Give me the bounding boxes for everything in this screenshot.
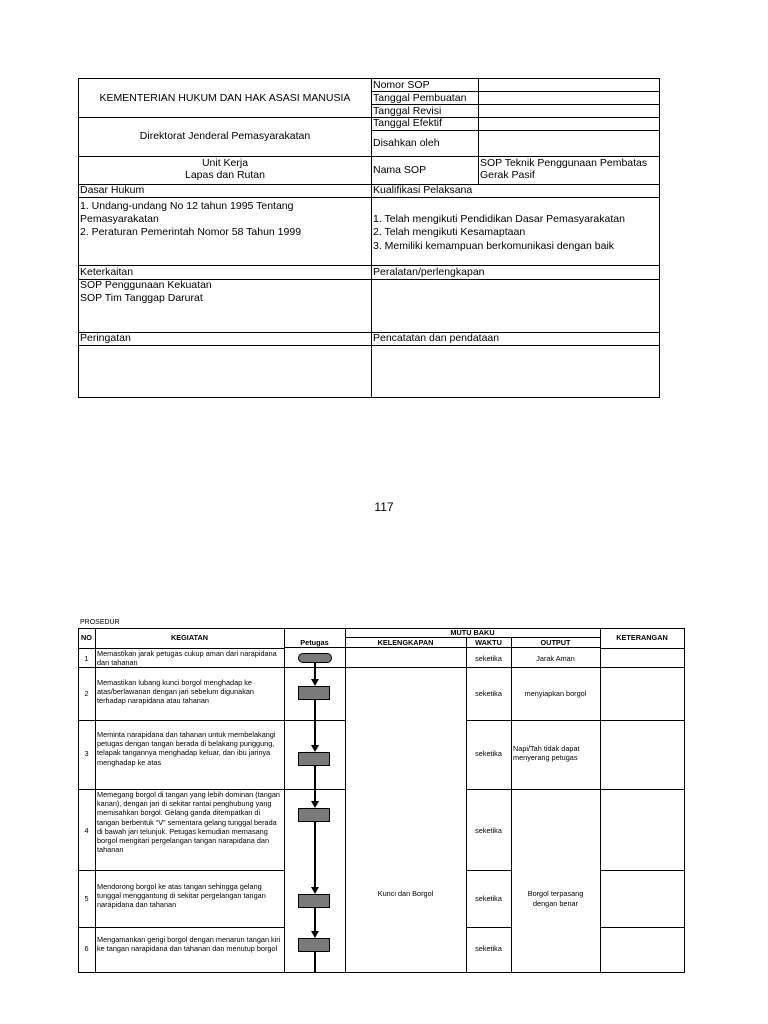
output-shared-1: Borgol terpasang (527, 889, 584, 898)
header-mutu-baku: MUTU BAKU (450, 628, 495, 637)
flow-connector (314, 822, 316, 887)
unit-kerja-value: Lapas dan Rutan (185, 169, 265, 181)
row-no: 3 (84, 749, 89, 758)
row-no: 2 (84, 689, 89, 698)
unit-kerja-label: Unit Kerja (201, 157, 249, 169)
flow-arrow (311, 801, 319, 808)
flow-connector (314, 700, 316, 745)
flow-connector (314, 663, 316, 679)
dasar-hukum-line3: 2. Peraturan Pemerintah Nomor 58 Tahun 1999 (80, 226, 302, 238)
peralatan-label: Peralatan/perlengkapan (373, 266, 485, 278)
row-no: 1 (84, 654, 89, 663)
nama-sop-value-1: SOP Teknik Penggunaan Pembatas (480, 157, 648, 169)
header-output: OUTPUT (540, 638, 571, 647)
flow-arrow (311, 679, 319, 686)
row-waktu: seketika (475, 689, 502, 698)
row-output: Jarak Aman (536, 654, 575, 663)
keterkaitan-line1: SOP Penggunaan Kekuatan (80, 279, 212, 291)
keterkaitan-line2: SOP Tim Tanggap Darurat (80, 292, 203, 304)
dasar-hukum-line2: Pemasyarakatan (80, 213, 159, 225)
row-waktu: seketika (475, 944, 502, 953)
row-output: Napi/Tah tidak dapat menyerang petugas (513, 744, 580, 763)
tanggal-pembuatan-label: Tanggal Pembuatan (373, 92, 467, 104)
tanggal-revisi-label: Tanggal Revisi (373, 105, 442, 117)
row-waktu: seketika (475, 894, 502, 903)
flow-connector (314, 766, 316, 801)
kualifikasi-line1: 1. Telah mengikuti Pendidikan Dasar Pemasyarakatan (373, 213, 625, 225)
header-kelengkapan: KELENGKAPAN (377, 638, 434, 647)
dasar-hukum-label: Dasar Hukum (80, 184, 145, 196)
row-waktu: seketika (475, 826, 502, 835)
flow-process-step (298, 752, 330, 766)
row-no: 4 (84, 826, 89, 835)
disahkan-oleh-label: Disahkan oleh (373, 137, 440, 149)
row-kegiatan: Meminta narapidana dan tahanan untuk membelakangi petugas dengan tangan berada di belakang punggung, telapak tangannya menghadap keluar, dan ibu jarinya menghadap ke atas (97, 730, 276, 767)
row-kegiatan: Memastikan jarak petugas cukup aman dari narapidana dan tahanan (97, 649, 277, 668)
header-no: NO (81, 633, 92, 642)
dasar-hukum-line1: 1. Undang-undang No 12 tahun 1995 Tentang (80, 200, 294, 212)
header-kegiatan: KEGIATAN (170, 633, 209, 642)
directorate-name: Direktorat Jenderal Pemasyarakatan (139, 130, 311, 142)
row-waktu: seketika (475, 749, 502, 758)
kualifikasi-label: Kualifikasi Pelaksana (373, 184, 473, 196)
row-kegiatan: Mendorong borgol ke atas tangan sehingga gelang tunggal menggantung di sekitar pergelangan tangan narapidana dan tahanan (97, 882, 266, 910)
header-keterangan: KETERANGAN (616, 633, 668, 642)
row-waktu: seketika (475, 654, 502, 663)
row-kegiatan: Memegang borgol di tangan yang lebih dominan (tangan kanan), dengan jari di sekitar rantai penghubung yang memisahkan borgol. Gelang ganda ditempatkan di tangan berbentuk “V” sementara gelang tunggal berada di bawah jari telunjuk. Petugas kemudian memasang borgol mengitari pergelangan tangan narapidana dan tahanan (97, 790, 280, 855)
row-kegiatan: Memastikan lubang kunci borgol menghadap ke atas/berlawanan dengan jari sebelum digunakan terhadap narapidana atau tahanan (97, 678, 254, 706)
kualifikasi-line3: 3. Memiliki kemampuan berkomunikasi dengan baik (373, 240, 615, 252)
peringatan-label: Peringatan (80, 332, 131, 344)
row-no: 6 (84, 944, 89, 953)
flow-process-step (298, 894, 330, 908)
tanggal-efektif-label: Tanggal Efektif (373, 117, 442, 129)
page-number: 117 (374, 500, 394, 514)
keterkaitan-label: Keterkaitan (80, 266, 134, 278)
kualifikasi-line2: 2. Telah mengikuti Kesamaptaan (373, 226, 526, 238)
nama-sop-label: Nama SOP (373, 164, 427, 176)
nama-sop-value-2: Gerak Pasif (480, 169, 535, 181)
flow-connector (314, 908, 316, 931)
header-petugas: Petugas (300, 638, 329, 647)
prosedur-title: PROSEDUR (80, 619, 120, 626)
header-waktu: WAKTU (475, 638, 502, 647)
nomor-sop-label: Nomor SOP (373, 79, 430, 91)
row-output: menyiapkan borgol (524, 689, 587, 698)
kelengkapan-shared: Kunci dan Borgol (377, 889, 434, 898)
pencatatan-label: Pencatatan dan pendataan (373, 332, 500, 344)
row-kegiatan: Mengamankan gerigi borgol dengan menarun tangan kiri ke tangan narapidana dan tahanan dan menutup borgol (97, 935, 281, 954)
flow-connector (314, 952, 316, 972)
flow-process-step (298, 686, 330, 700)
flow-arrow (311, 745, 319, 752)
flow-process-step (298, 808, 330, 822)
flow-arrow (311, 887, 319, 894)
output-shared-2: dengan benar (532, 899, 579, 908)
flow-arrow (311, 931, 319, 938)
row-no: 5 (84, 894, 89, 903)
flow-process-step (298, 938, 330, 952)
ministry-name: KEMENTERIAN HUKUM DAN HAK ASASI MANUSIA (99, 92, 351, 104)
flow-start-terminator (298, 653, 332, 663)
